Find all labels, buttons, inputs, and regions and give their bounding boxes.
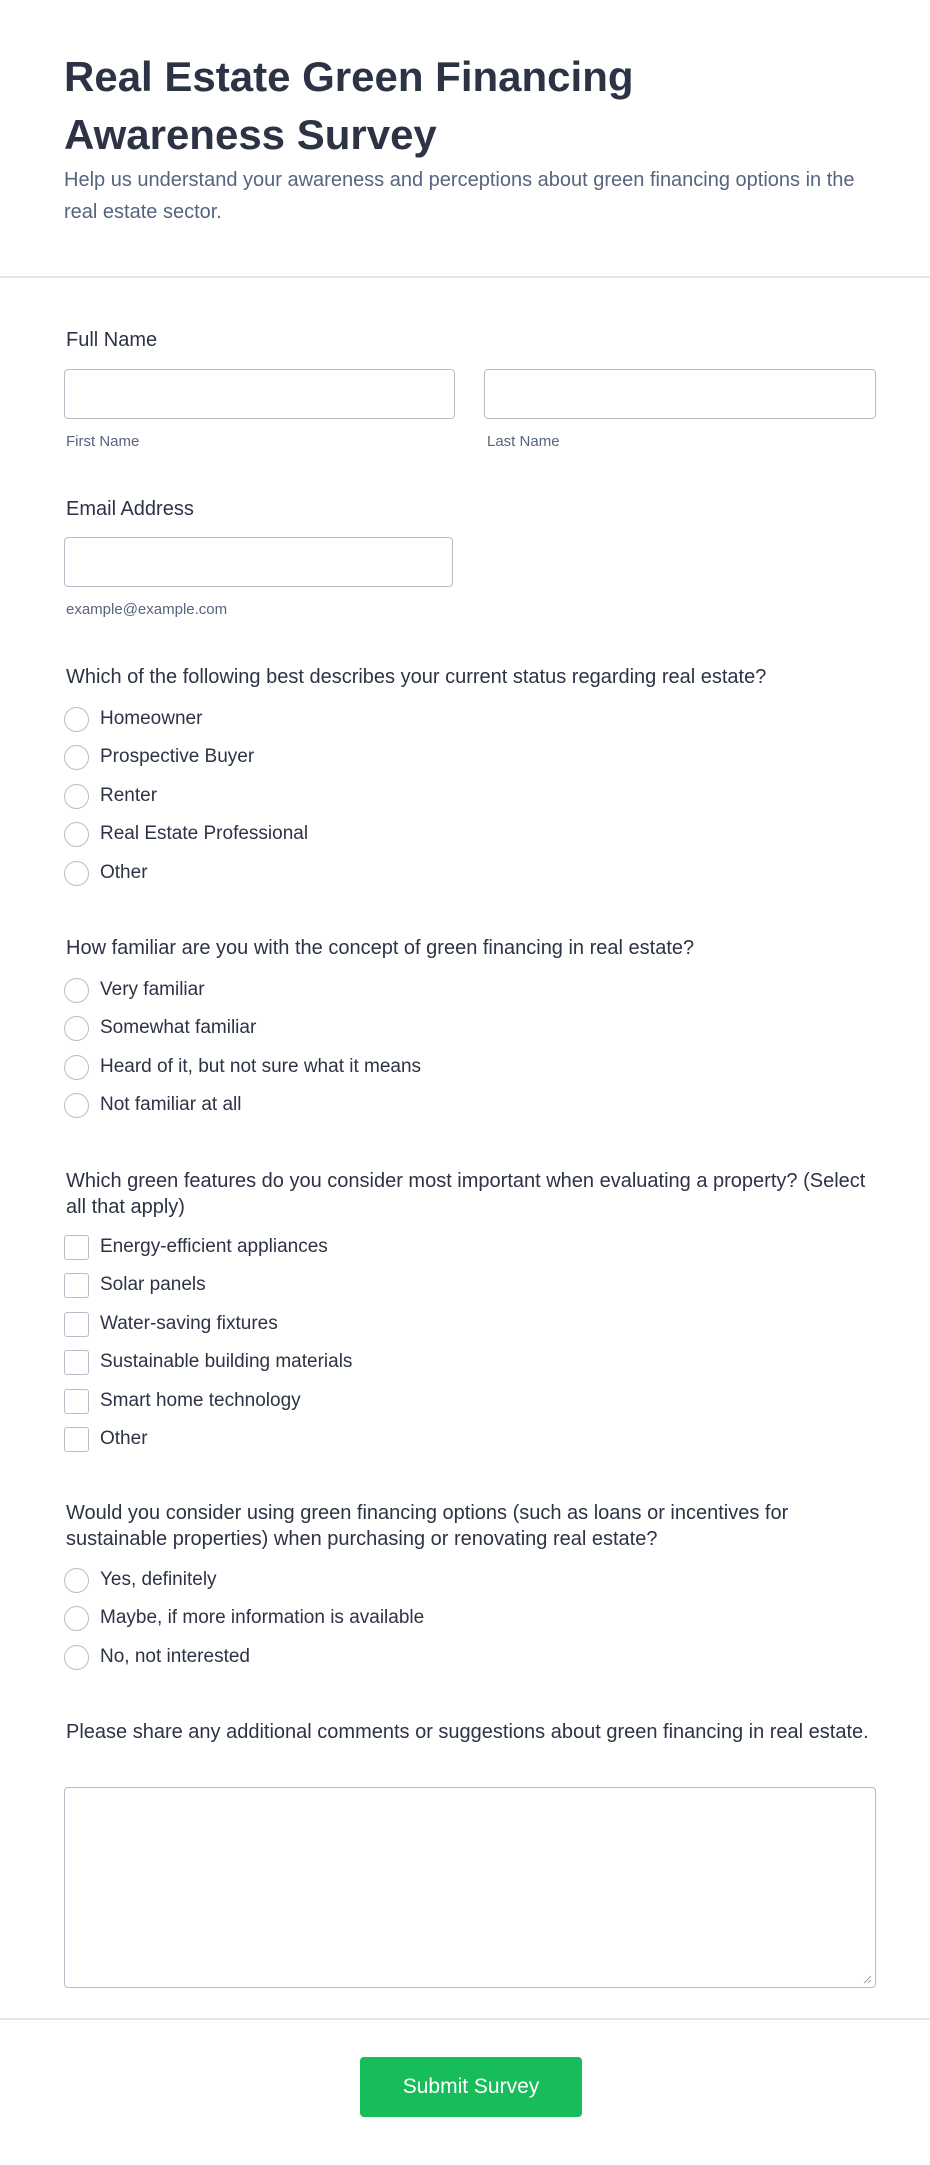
status-option-prospective-buyer[interactable] bbox=[64, 744, 254, 770]
option-label: Not familiar at all bbox=[100, 1094, 242, 1115]
features-option-water[interactable] bbox=[64, 1311, 278, 1337]
status-question-label: Which of the following best describes your current status regarding real estate? bbox=[66, 666, 767, 688]
email-label: Email Address bbox=[66, 498, 194, 520]
status-option-renter[interactable] bbox=[64, 783, 157, 809]
submit-survey-button[interactable]: Submit Survey bbox=[360, 2057, 582, 2117]
page-subtitle: Help us understand your awareness and perceptions about green financing options in the real estate sector. bbox=[64, 169, 855, 223]
checkbox[interactable] bbox=[64, 1312, 89, 1337]
email-field[interactable] bbox=[64, 537, 453, 587]
status-option-other[interactable] bbox=[64, 860, 148, 886]
features-option-materials[interactable] bbox=[64, 1349, 352, 1375]
checkbox[interactable] bbox=[64, 1350, 89, 1375]
option-label: Very familiar bbox=[100, 979, 205, 1000]
familiarity-question-label: How familiar are you with the concept of green financing in real estate? bbox=[66, 937, 695, 959]
first-name-sublabel: First Name bbox=[66, 433, 140, 450]
resize-handle-icon[interactable] bbox=[862, 1974, 872, 1984]
form-footer bbox=[0, 2018, 930, 2165]
consider-question-label: Would you consider using green financing options (such as loans or incentives for sustainable properties) when purchasing or renovating real estate? bbox=[66, 1502, 789, 1550]
option-label: Yes, definitely bbox=[100, 1569, 217, 1590]
page-title: Real Estate Green Financing Awareness Survey bbox=[64, 53, 634, 158]
radio-button[interactable] bbox=[64, 1645, 89, 1670]
option-label: Water-saving fixtures bbox=[100, 1313, 278, 1334]
features-option-smart-home[interactable] bbox=[64, 1388, 301, 1414]
features-option-appliances[interactable] bbox=[64, 1234, 328, 1260]
option-label: Sustainable building materials bbox=[100, 1351, 353, 1372]
familiarity-option-heard[interactable] bbox=[64, 1054, 421, 1080]
full-name-label: Full Name bbox=[66, 329, 158, 351]
consider-option-yes[interactable] bbox=[64, 1567, 217, 1593]
familiarity-option-somewhat[interactable] bbox=[64, 1015, 256, 1041]
features-option-solar[interactable] bbox=[64, 1272, 206, 1298]
comments-textarea[interactable] bbox=[64, 1787, 876, 1988]
radio-button[interactable] bbox=[64, 1016, 89, 1041]
first-name-input[interactable] bbox=[64, 369, 455, 419]
option-label: Other bbox=[100, 862, 148, 883]
option-label: Renter bbox=[100, 785, 158, 806]
option-label: Real Estate Professional bbox=[100, 823, 309, 844]
status-option-real-estate-professional[interactable] bbox=[64, 821, 308, 847]
option-label: Smart home technology bbox=[100, 1390, 301, 1411]
email-sublabel: example@example.com bbox=[66, 601, 228, 618]
familiarity-option-very[interactable] bbox=[64, 977, 205, 1003]
radio-button[interactable] bbox=[64, 707, 89, 732]
checkbox[interactable] bbox=[64, 1235, 89, 1260]
checkbox[interactable] bbox=[64, 1427, 89, 1452]
option-label: Heard of it, but not sure what it means bbox=[100, 1056, 422, 1077]
last-name-sublabel: Last Name bbox=[487, 433, 560, 450]
option-label: Somewhat familiar bbox=[100, 1017, 257, 1038]
option-label: Energy-efficient appliances bbox=[100, 1236, 328, 1257]
last-name-input[interactable] bbox=[484, 369, 876, 419]
option-label: Maybe, if more information is available bbox=[100, 1607, 425, 1628]
radio-button[interactable] bbox=[64, 1606, 89, 1631]
features-option-other[interactable] bbox=[64, 1426, 148, 1452]
radio-button[interactable] bbox=[64, 978, 89, 1003]
consider-option-maybe[interactable] bbox=[64, 1605, 424, 1631]
radio-button[interactable] bbox=[64, 745, 89, 770]
comments-question-label: Please share any additional comments or suggestions about green financing in real estate. bbox=[66, 1721, 869, 1743]
option-label: No, not interested bbox=[100, 1646, 250, 1667]
radio-button[interactable] bbox=[64, 822, 89, 847]
features-question-label: Which green features do you consider most important when evaluating a property? (Select all that apply) bbox=[66, 1170, 866, 1218]
radio-button[interactable] bbox=[64, 784, 89, 809]
familiarity-option-not[interactable] bbox=[64, 1092, 242, 1118]
option-label: Prospective Buyer bbox=[100, 746, 255, 767]
radio-button[interactable] bbox=[64, 1093, 89, 1118]
radio-button[interactable] bbox=[64, 1055, 89, 1080]
form-header bbox=[0, 0, 930, 278]
radio-button[interactable] bbox=[64, 1568, 89, 1593]
checkbox[interactable] bbox=[64, 1389, 89, 1414]
status-option-homeowner[interactable] bbox=[64, 706, 202, 732]
checkbox[interactable] bbox=[64, 1273, 89, 1298]
consider-option-no[interactable] bbox=[64, 1644, 250, 1670]
option-label: Solar panels bbox=[100, 1274, 206, 1295]
radio-button[interactable] bbox=[64, 861, 89, 886]
option-label: Homeowner bbox=[100, 708, 203, 729]
option-label: Other bbox=[100, 1428, 148, 1449]
